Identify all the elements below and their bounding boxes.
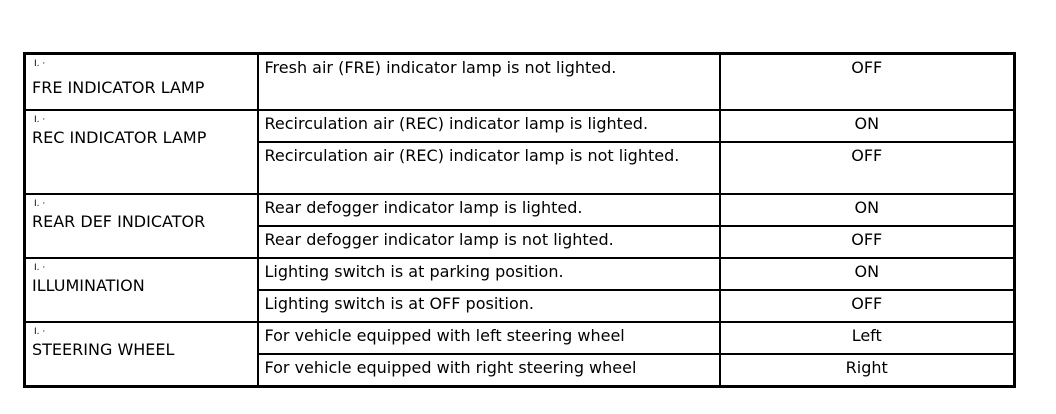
data-list-table [23,52,1016,388]
condition-cell: Fresh air (FRE) indicator lamp is not lighted. [258,54,720,111]
item-name: STEERING WHEEL [32,340,175,359]
condition-cell: For vehicle equipped with left steering wheel [258,322,720,354]
value-cell: OFF [720,290,1015,322]
item-name: ILLUMINATION [32,276,145,295]
item-cell-fre [25,54,258,111]
item-cell-rear-def [25,194,258,258]
condition-cell: Rear defogger indicator lamp is lighted. [258,194,720,226]
item-mark: I. · [34,115,46,125]
value-cell: OFF [720,226,1015,258]
item-mark: I. · [34,263,46,273]
table-row [25,258,1015,290]
item-cell-steering-wheel [25,322,258,387]
value-cell: OFF [720,54,1015,111]
value-cell: ON [720,194,1015,226]
item-name: REAR DEF INDICATOR [32,212,206,231]
table-row [25,194,1015,226]
value-cell: OFF [720,142,1015,194]
condition-cell: Recirculation air (REC) indicator lamp is lighted. [258,110,720,142]
item-cell-illumination [25,258,258,322]
condition-cell: Recirculation air (REC) indicator lamp is not lighted. [258,142,720,194]
condition-cell: Lighting switch is at OFF position. [258,290,720,322]
item-cell-rec [25,110,258,194]
table-row [25,322,1015,354]
condition-cell: For vehicle equipped with right steering wheel [258,354,720,387]
table-row [25,54,1015,111]
table-row [25,110,1015,142]
item-mark: I. · [34,59,46,69]
value-cell: Right [720,354,1015,387]
value-cell: ON [720,258,1015,290]
item-name: REC INDICATOR LAMP [32,128,207,147]
item-mark: I. · [34,327,46,337]
value-cell: ON [720,110,1015,142]
condition-cell: Rear defogger indicator lamp is not lighted. [258,226,720,258]
item-mark: I. · [34,199,46,209]
value-cell: Left [720,322,1015,354]
item-name: FRE INDICATOR LAMP [32,78,205,97]
condition-cell: Lighting switch is at parking position. [258,258,720,290]
